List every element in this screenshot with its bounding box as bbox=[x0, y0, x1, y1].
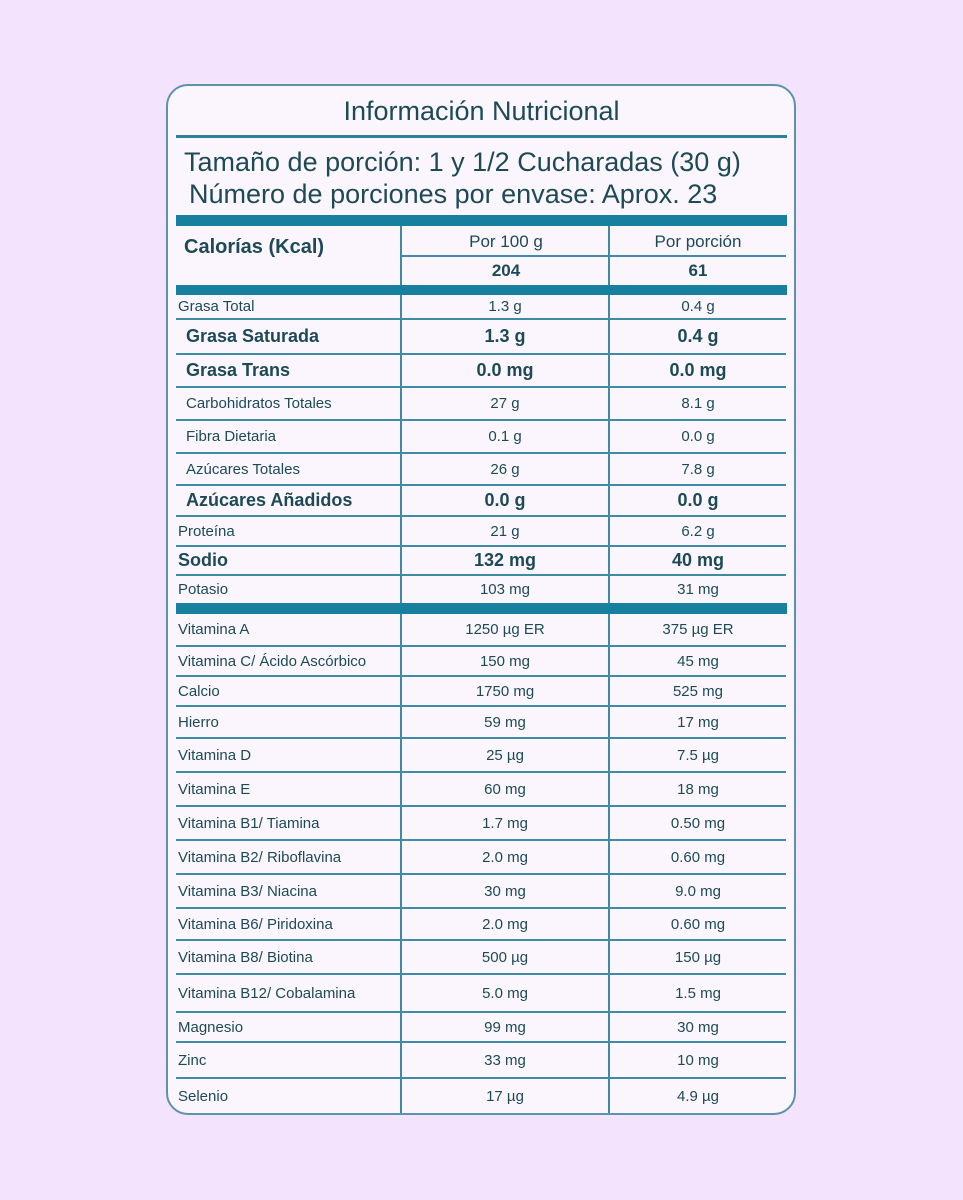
nutrient-name: Vitamina B1/ Tiamina bbox=[178, 814, 320, 832]
value-per-serving: 30 mg bbox=[608, 1013, 786, 1041]
value-per100: 27 g bbox=[400, 388, 608, 419]
value-per-serving: 525 mg bbox=[608, 677, 786, 705]
table-row bbox=[176, 1013, 786, 1043]
thick-divider bbox=[176, 603, 787, 614]
value-per100: 132 mg bbox=[400, 547, 608, 574]
nutrient-name: Vitamina D bbox=[178, 746, 252, 764]
nutrient-name: Vitamina B3/ Niacina bbox=[178, 882, 317, 900]
nutrient-name: Vitamina E bbox=[178, 780, 251, 798]
nutrient-name: Azúcares Añadidos bbox=[186, 490, 353, 510]
nutrient-name: Zinc bbox=[178, 1051, 207, 1069]
value-per100: 500 µg bbox=[400, 941, 608, 973]
value-per100: 2.0 mg bbox=[400, 909, 608, 939]
value-per100: 30 mg bbox=[400, 875, 608, 907]
table-row bbox=[176, 773, 786, 807]
value-per100: 0.0 mg bbox=[400, 355, 608, 386]
nutrient-name: Magnesio bbox=[178, 1018, 244, 1036]
value-per-serving: 7.5 µg bbox=[608, 739, 786, 771]
col-header-per-serving: Por porción bbox=[654, 232, 742, 251]
value-per-serving: 0.60 mg bbox=[608, 909, 786, 939]
table-row bbox=[176, 486, 786, 517]
value-per-serving: 45 mg bbox=[608, 647, 786, 675]
value-per-serving: 40 mg bbox=[608, 547, 786, 574]
table-row bbox=[176, 421, 786, 454]
value-per-serving: 18 mg bbox=[608, 773, 786, 805]
table-row bbox=[176, 739, 786, 773]
nutrient-name: Azúcares Totales bbox=[186, 460, 300, 478]
value-per100: 150 mg bbox=[400, 647, 608, 675]
table-row bbox=[176, 841, 786, 875]
serving-size: Tamaño de porción: 1 y 1/2 Cucharadas (30 g) bbox=[184, 147, 741, 177]
divider bbox=[400, 255, 786, 257]
nutrient-name: Grasa Saturada bbox=[186, 326, 320, 346]
value-per-serving: 0.50 mg bbox=[608, 807, 786, 839]
nutrient-name: Vitamina C/ Ácido Ascórbico bbox=[178, 652, 367, 670]
nutrient-name: Vitamina B6/ Piridoxina bbox=[178, 915, 333, 933]
value-per100: 17 µg bbox=[400, 1079, 608, 1113]
value-per100: 1.3 g bbox=[400, 295, 608, 318]
value-per-serving: 10 mg bbox=[608, 1043, 786, 1077]
table-row bbox=[176, 355, 786, 388]
table-row bbox=[176, 807, 786, 841]
value-per-serving: 9.0 mg bbox=[608, 875, 786, 907]
table-row bbox=[176, 975, 786, 1013]
nutrient-name: Carbohidratos Totales bbox=[186, 395, 332, 412]
value-per-serving: 31 mg bbox=[608, 576, 786, 603]
table-row bbox=[176, 547, 786, 576]
value-per-serving: 0.4 g bbox=[608, 295, 786, 318]
value-per-serving: 17 mg bbox=[608, 707, 786, 737]
nutrient-name: Vitamina B8/ Biotina bbox=[178, 948, 313, 966]
value-per-serving: 0.4 g bbox=[608, 320, 786, 353]
table-row bbox=[176, 1043, 786, 1079]
table-row bbox=[176, 517, 786, 547]
value-per-serving: 375 µg ER bbox=[608, 614, 786, 645]
label-title: Información Nutricional bbox=[343, 96, 620, 126]
nutrient-name: Vitamina B12/ Cobalamina bbox=[178, 984, 356, 1002]
table-row bbox=[176, 614, 786, 647]
calories-per100: 204 bbox=[491, 261, 521, 280]
nutrient-name: Calcio bbox=[178, 682, 220, 700]
thick-divider bbox=[176, 215, 787, 226]
value-per100: 1.7 mg bbox=[400, 807, 608, 839]
table-row bbox=[176, 647, 786, 677]
value-per100: 0.1 g bbox=[400, 421, 608, 452]
value-per-serving: 7.8 g bbox=[608, 454, 786, 484]
table-row bbox=[176, 320, 786, 355]
table-row bbox=[176, 677, 786, 707]
table-row bbox=[176, 1079, 786, 1113]
value-per-serving: 0.0 g bbox=[608, 486, 786, 515]
divider bbox=[176, 135, 787, 138]
value-per100: 25 µg bbox=[400, 739, 608, 771]
nutrient-name: Selenio bbox=[178, 1087, 229, 1105]
value-per-serving: 6.2 g bbox=[608, 517, 786, 545]
table-row bbox=[176, 707, 786, 739]
thick-divider bbox=[176, 285, 787, 295]
table-row bbox=[176, 388, 786, 421]
value-per100: 59 mg bbox=[400, 707, 608, 737]
value-per100: 26 g bbox=[400, 454, 608, 484]
value-per100: 33 mg bbox=[400, 1043, 608, 1077]
value-per-serving: 4.9 µg bbox=[608, 1079, 786, 1113]
col-header-per100: Por 100 g bbox=[469, 232, 543, 251]
value-per100: 5.0 mg bbox=[400, 975, 608, 1011]
value-per-serving: 0.0 g bbox=[608, 421, 786, 452]
nutrient-name: Potasio bbox=[178, 581, 229, 598]
value-per-serving: 8.1 g bbox=[608, 388, 786, 419]
calories-per-serving: 61 bbox=[688, 261, 708, 280]
nutrient-name: Vitamina B2/ Riboflavina bbox=[178, 848, 342, 866]
value-per-serving: 0.0 mg bbox=[608, 355, 786, 386]
nutrient-name: Proteína bbox=[178, 522, 235, 540]
nutrient-name: Sodio bbox=[178, 550, 228, 570]
value-per100: 103 mg bbox=[400, 576, 608, 603]
nutrient-name: Grasa Trans bbox=[186, 360, 291, 380]
calories-header bbox=[176, 226, 786, 285]
value-per100: 21 g bbox=[400, 517, 608, 545]
value-per100: 0.0 g bbox=[400, 486, 608, 515]
calories-label: Calorías (Kcal) bbox=[184, 236, 325, 258]
value-per100: 60 mg bbox=[400, 773, 608, 805]
table-row bbox=[176, 875, 786, 909]
value-per100: 1.3 g bbox=[400, 320, 608, 353]
value-per-serving: 150 µg bbox=[608, 941, 786, 973]
nutrient-name: Hierro bbox=[178, 713, 219, 731]
nutrient-name: Grasa Total bbox=[178, 298, 255, 315]
table-row bbox=[176, 295, 786, 320]
nutrient-name: Vitamina A bbox=[178, 621, 250, 638]
value-per100: 1250 µg ER bbox=[400, 614, 608, 645]
value-per100: 1750 mg bbox=[400, 677, 608, 705]
table-row bbox=[176, 909, 786, 941]
table-row bbox=[176, 454, 786, 486]
nutrient-name: Fibra Dietaria bbox=[186, 428, 277, 445]
table-row bbox=[176, 941, 786, 975]
value-per-serving: 1.5 mg bbox=[608, 975, 786, 1011]
servings-per-container: Número de porciones por envase: Aprox. 23 bbox=[189, 179, 718, 209]
value-per100: 99 mg bbox=[400, 1013, 608, 1041]
value-per-serving: 0.60 mg bbox=[608, 841, 786, 873]
value-per100: 2.0 mg bbox=[400, 841, 608, 873]
table-row bbox=[176, 576, 786, 603]
